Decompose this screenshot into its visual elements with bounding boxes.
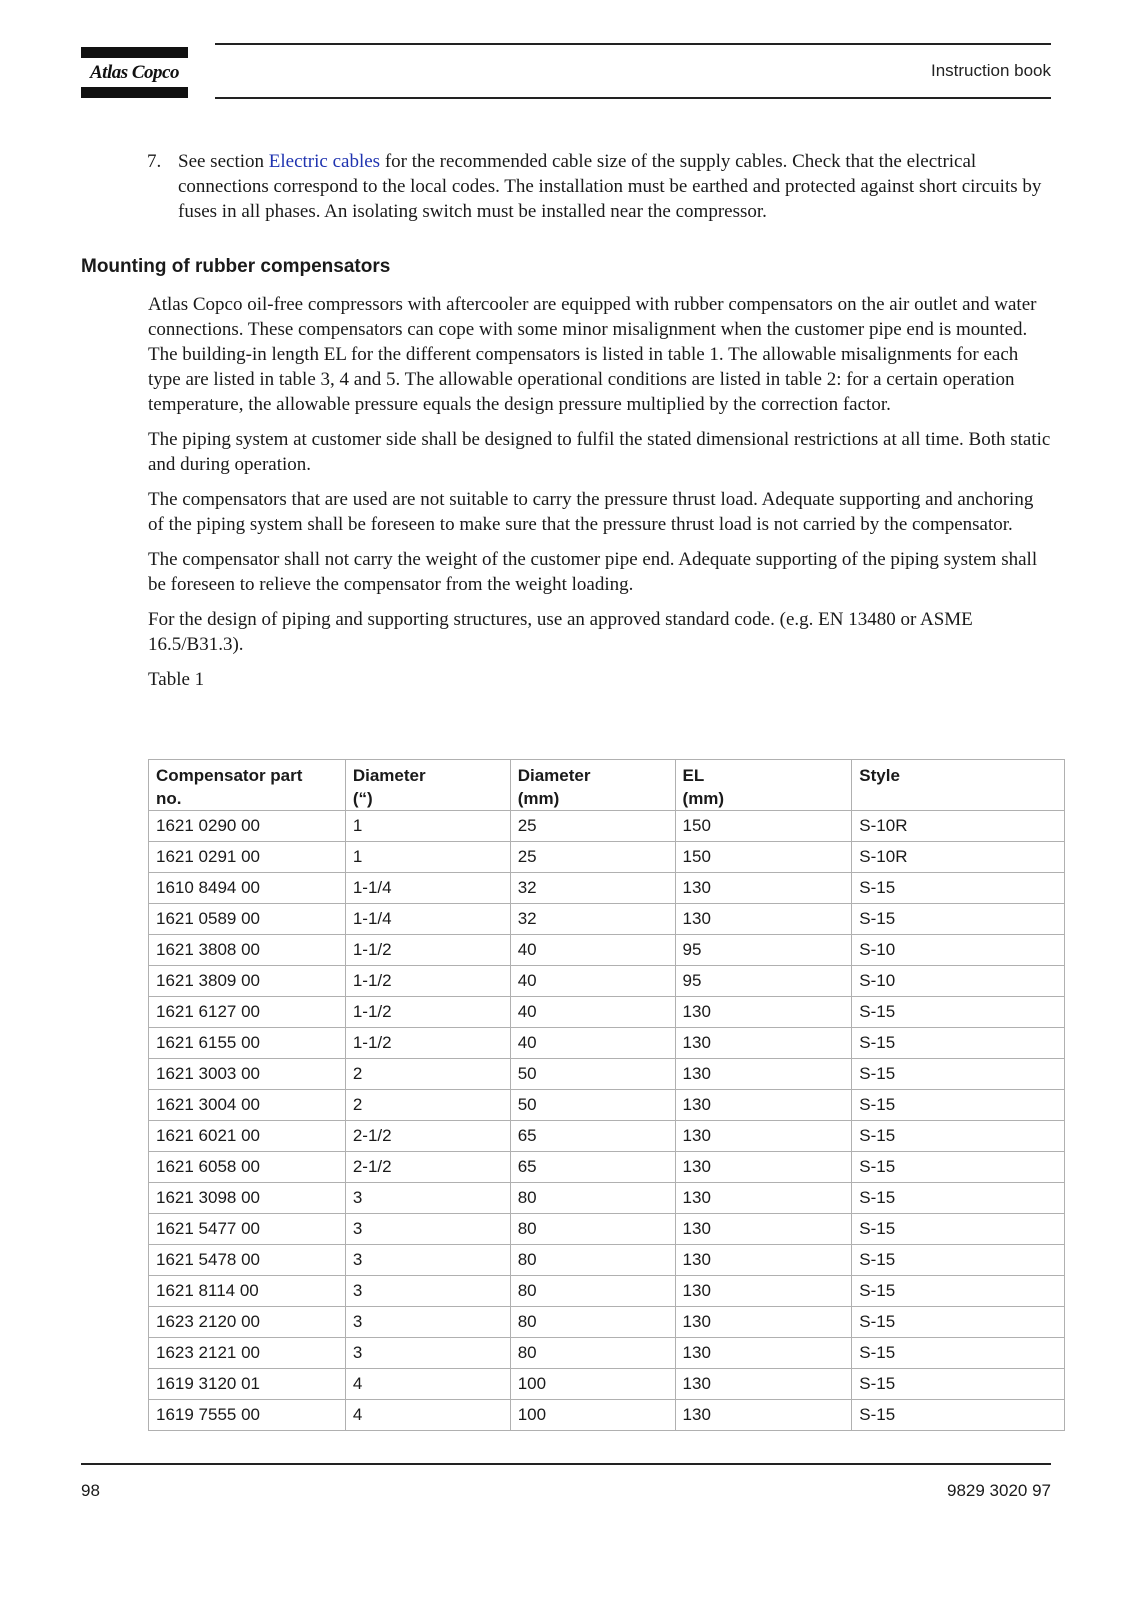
diameter-mm-cell: 40 [510, 1028, 675, 1059]
diameter-inch-cell: 3 [345, 1245, 510, 1276]
diameter-inch-cell: 3 [345, 1183, 510, 1214]
document-number: 9829 3020 97 [947, 1481, 1051, 1500]
el-cell: 130 [675, 1121, 852, 1152]
el-cell: 130 [675, 1152, 852, 1183]
style-cell: S-15 [852, 1214, 1065, 1245]
style-cell: S-15 [852, 904, 1065, 935]
table-row [149, 1214, 1065, 1245]
section-body [148, 292, 1052, 692]
diameter-inch-cell: 1-1/2 [345, 1028, 510, 1059]
part-no-cell: 1621 8114 00 [149, 1276, 346, 1307]
part-no-cell: 1621 6021 00 [149, 1121, 346, 1152]
column-header-el [675, 760, 852, 811]
step-text [178, 149, 1051, 224]
logo-bottom-bar [81, 87, 188, 98]
part-no-cell: 1621 3004 00 [149, 1090, 346, 1121]
diameter-mm-cell: 100 [510, 1369, 675, 1400]
diameter-mm-cell: 80 [510, 1214, 675, 1245]
diameter-mm-cell: 80 [510, 1245, 675, 1276]
el-cell: 130 [675, 1028, 852, 1059]
el-cell: 130 [675, 1400, 852, 1431]
part-no-cell: 1623 2120 00 [149, 1307, 346, 1338]
part-no-cell: 1621 3808 00 [149, 935, 346, 966]
header-line: EL [682, 766, 705, 785]
style-cell: S-10R [852, 842, 1065, 873]
style-cell: S-15 [852, 1121, 1065, 1152]
diameter-mm-cell: 100 [510, 1400, 675, 1431]
style-cell: S-15 [852, 1183, 1065, 1214]
table-row [149, 1121, 1065, 1152]
style-cell: S-10 [852, 966, 1065, 997]
document-type-title: Instruction book [930, 61, 1051, 80]
electric-cables-link[interactable]: Electric cables [268, 151, 381, 172]
part-no-cell: 1621 5477 00 [149, 1214, 346, 1245]
table-row [149, 1183, 1065, 1214]
el-cell: 130 [675, 1214, 852, 1245]
step-text-before-link: See section [178, 151, 269, 172]
header-line: Diameter [517, 766, 591, 785]
diameter-inch-cell: 1 [345, 811, 510, 842]
table-row [149, 1028, 1065, 1059]
table-row [149, 1059, 1065, 1090]
style-cell: S-15 [852, 1400, 1065, 1431]
style-cell: S-15 [852, 1090, 1065, 1121]
diameter-inch-cell: 4 [345, 1369, 510, 1400]
style-cell: S-15 [852, 873, 1065, 904]
style-cell: S-15 [852, 1028, 1065, 1059]
column-header-diameter-mm [510, 760, 675, 811]
part-no-cell: 1619 3120 01 [149, 1369, 346, 1400]
el-cell: 95 [675, 935, 852, 966]
table-row [149, 1307, 1065, 1338]
el-cell: 130 [675, 1369, 852, 1400]
table-caption: Table 1 [148, 669, 205, 690]
header-line: Compensator part [156, 766, 303, 785]
atlas-copco-logo [81, 47, 188, 98]
header-line: Style [859, 766, 900, 785]
table-row [149, 1338, 1065, 1369]
paragraph: The piping system at customer side shall be designed to fulfil the stated dimensional restrictions at all time. Both static and during operation. [148, 429, 1051, 475]
part-no-cell: 1621 3003 00 [149, 1059, 346, 1090]
diameter-mm-cell: 65 [510, 1121, 675, 1152]
table-row [149, 1369, 1065, 1400]
diameter-mm-cell: 50 [510, 1090, 675, 1121]
header-line: (mm) [517, 789, 560, 808]
table-row [149, 842, 1065, 873]
part-no-cell: 1621 6058 00 [149, 1152, 346, 1183]
diameter-inch-cell: 2-1/2 [345, 1152, 510, 1183]
el-cell: 130 [675, 1059, 852, 1090]
paragraph: The compensator shall not carry the weight of the customer pipe end. Adequate supporting of the piping system shall be foreseen to relieve the compensator from the weight loading. [148, 549, 1038, 595]
diameter-inch-cell: 4 [345, 1400, 510, 1431]
diameter-inch-cell: 3 [345, 1338, 510, 1369]
style-cell: S-15 [852, 1245, 1065, 1276]
column-header-part-no [149, 760, 346, 811]
diameter-inch-cell: 3 [345, 1276, 510, 1307]
table-row [149, 1090, 1065, 1121]
diameter-mm-cell: 50 [510, 1059, 675, 1090]
table-row [149, 1152, 1065, 1183]
el-cell: 150 [675, 811, 852, 842]
table-row [149, 873, 1065, 904]
paragraph: For the design of piping and supporting structures, use an approved standard code. (e.g. EN 13480 or ASME 16.5/B31.3). [148, 609, 973, 655]
header-line: (mm) [682, 789, 725, 808]
page-number: 98 [81, 1481, 100, 1500]
table-row [149, 904, 1065, 935]
style-cell: S-15 [852, 1369, 1065, 1400]
style-cell: S-15 [852, 1338, 1065, 1369]
diameter-mm-cell: 40 [510, 935, 675, 966]
el-cell: 130 [675, 1183, 852, 1214]
part-no-cell: 1621 5478 00 [149, 1245, 346, 1276]
style-cell: S-15 [852, 1307, 1065, 1338]
diameter-inch-cell: 3 [345, 1214, 510, 1245]
style-cell: S-10R [852, 811, 1065, 842]
part-no-cell: 1619 7555 00 [149, 1400, 346, 1431]
footer-rule [81, 1463, 1051, 1465]
logo-wordmark: Atlas Copco [90, 62, 179, 83]
el-cell: 130 [675, 1338, 852, 1369]
step-number: 7. [147, 151, 162, 172]
diameter-inch-cell: 1-1/2 [345, 935, 510, 966]
diameter-inch-cell: 1-1/2 [345, 966, 510, 997]
header-line: Diameter [352, 766, 426, 785]
table-header-row [149, 760, 1065, 811]
el-cell: 150 [675, 842, 852, 873]
diameter-mm-cell: 80 [510, 1338, 675, 1369]
paragraph: Atlas Copco oil-free compressors with aftercooler are equipped with rubber compensators on the air outlet and water connections. These compensators can cope with some minor misalignment when the customer pipe end is mounted. The building-in length EL for the different compensators is listed in table 1. The allowable misalignments for each type are listed in table 3, 4 and 5. The allowable operational conditions are listed in table 2: for a certain operation temperature, the allowable pressure equals the design pressure multiplied by the correction factor. [148, 294, 1037, 415]
diameter-mm-cell: 80 [510, 1276, 675, 1307]
diameter-mm-cell: 32 [510, 873, 675, 904]
header-bottom-rule [215, 97, 1051, 99]
paragraph: The compensators that are used are not suitable to carry the pressure thrust load. Adequate supporting and anchoring of the piping system shall be foreseen to make sure that the pressure thrust load is not carried by the compensator. [148, 489, 1034, 535]
column-header-diameter-inch [345, 760, 510, 811]
table-row [149, 935, 1065, 966]
logo-top-bar [81, 47, 188, 58]
diameter-mm-cell: 25 [510, 842, 675, 873]
part-no-cell: 1621 0290 00 [149, 811, 346, 842]
diameter-mm-cell: 40 [510, 997, 675, 1028]
header-top-rule [215, 43, 1051, 45]
el-cell: 130 [675, 904, 852, 935]
step-text-after-link: for the recommended cable size of the supply cables. Check that the electrical connections correspond to the local codes. The installation must be earthed and protected against short circuits by fuses in all phases. An isolating switch must be installed near the compressor. [178, 151, 1042, 222]
part-no-cell: 1621 6155 00 [149, 1028, 346, 1059]
header-line: (“) [352, 789, 373, 808]
diameter-inch-cell: 2 [345, 1059, 510, 1090]
part-no-cell: 1621 0291 00 [149, 842, 346, 873]
diameter-mm-cell: 25 [510, 811, 675, 842]
diameter-mm-cell: 80 [510, 1307, 675, 1338]
diameter-mm-cell: 32 [510, 904, 675, 935]
table-row [149, 1400, 1065, 1431]
style-cell: S-15 [852, 1152, 1065, 1183]
diameter-inch-cell: 1-1/2 [345, 997, 510, 1028]
diameter-inch-cell: 2-1/2 [345, 1121, 510, 1152]
table-row [149, 1276, 1065, 1307]
diameter-mm-cell: 65 [510, 1152, 675, 1183]
diameter-mm-cell: 40 [510, 966, 675, 997]
diameter-inch-cell: 3 [345, 1307, 510, 1338]
numbered-step [147, 149, 1051, 224]
column-header-style [852, 760, 1065, 811]
el-cell: 130 [675, 1307, 852, 1338]
part-no-cell: 1623 2121 00 [149, 1338, 346, 1369]
diameter-inch-cell: 2 [345, 1090, 510, 1121]
diameter-inch-cell: 1-1/4 [345, 904, 510, 935]
compensator-table [148, 759, 1065, 1431]
el-cell: 130 [675, 1090, 852, 1121]
diameter-inch-cell: 1 [345, 842, 510, 873]
el-cell: 130 [675, 1276, 852, 1307]
style-cell: S-15 [852, 1276, 1065, 1307]
diameter-inch-cell: 1-1/4 [345, 873, 510, 904]
part-no-cell: 1621 3098 00 [149, 1183, 346, 1214]
style-cell: S-15 [852, 997, 1065, 1028]
section-heading: Mounting of rubber compensators [81, 256, 391, 277]
diameter-mm-cell: 80 [510, 1183, 675, 1214]
table-row [149, 1245, 1065, 1276]
part-no-cell: 1621 6127 00 [149, 997, 346, 1028]
el-cell: 130 [675, 997, 852, 1028]
table-row [149, 811, 1065, 842]
el-cell: 95 [675, 966, 852, 997]
style-cell: S-10 [852, 935, 1065, 966]
table-row [149, 997, 1065, 1028]
part-no-cell: 1621 3809 00 [149, 966, 346, 997]
table-row [149, 966, 1065, 997]
header-line: no. [156, 789, 182, 808]
part-no-cell: 1610 8494 00 [149, 873, 346, 904]
part-no-cell: 1621 0589 00 [149, 904, 346, 935]
el-cell: 130 [675, 873, 852, 904]
style-cell: S-15 [852, 1059, 1065, 1090]
el-cell: 130 [675, 1245, 852, 1276]
